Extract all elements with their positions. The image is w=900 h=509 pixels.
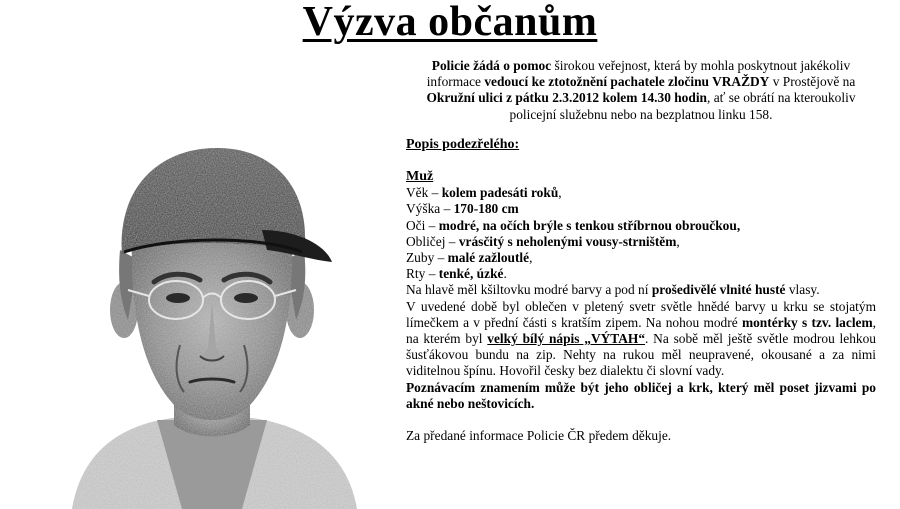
- trait-label: Rty –: [406, 266, 439, 282]
- clothes-inscription: velký bílý nápis „VÝTAH“: [487, 331, 646, 347]
- clothes-text-3: . Na sobě měl ještě světle modrou lehkou šusťákovou bundu na zip. Nehty na rukou měl neupravené, okousané a za nimi viditelnou špínu. Hovořil česky bez dialektu či slovní vady.: [406, 331, 876, 379]
- intro-text-3: , ať se obrátí na kteroukoliv policejní služebnu nebo na bezplatnou linku 158.: [509, 90, 856, 122]
- identifying-marks: [406, 380, 876, 412]
- hat-text-2: vlasy.: [785, 282, 820, 298]
- title-text: Výzva občanům: [302, 0, 598, 45]
- intro-crime: vedoucí ke ztotožnění pachatele zločinu VRAŽDY: [484, 74, 770, 90]
- clothes-text-1: V uvedené době byl oblečen v pletený svetr světle hnědé barvy u krku se stojatým límečkem a v přední části s kratším zipem. Na nohou modré: [406, 298, 876, 330]
- suspect-portrait: [62, 120, 362, 509]
- trait-value: modré, na očích brýle s tenkou stříbrnou obroučkou,: [438, 217, 741, 233]
- trait-label: Věk –: [406, 185, 442, 201]
- intro-text-2: v Prostějově na: [769, 74, 856, 90]
- intro-time-place: Okružní ulici z pátku 2.3.2012 kolem 14.30 hodin: [426, 90, 707, 106]
- trait-suffix: ,: [558, 185, 562, 201]
- trait-label: Obličej –: [406, 233, 459, 249]
- trait-teeth: [406, 250, 876, 266]
- hat-hair: prošedivělé vlnité husté: [651, 282, 786, 298]
- trait-suffix: ,: [529, 250, 533, 266]
- intro-lead: Policie žádá o pomoc: [431, 58, 552, 73]
- trait-value: vrásčitý s neholenými vousy-strništěm: [458, 233, 677, 249]
- appeal-text: [406, 58, 876, 444]
- trait-face: [406, 234, 876, 250]
- intro-text-1: širokou veřejnost, která by mohla poskytnout jakékoliv informace: [426, 58, 851, 90]
- trait-lips: [406, 266, 876, 282]
- trait-suffix: .: [503, 266, 507, 282]
- page-title: [0, 0, 900, 44]
- clothes-text-2: , na kterém byl: [406, 314, 876, 347]
- gender-heading: Muž: [406, 169, 434, 185]
- trait-suffix: ,: [676, 233, 680, 249]
- trait-value: kolem padesáti roků: [441, 185, 559, 201]
- trait-eyes: [406, 218, 876, 234]
- trait-label: Oči –: [406, 217, 439, 233]
- clothes-overalls: montérky s tzv. laclem: [741, 314, 873, 330]
- description-heading: Popis podezřelého:: [406, 136, 520, 152]
- trait-label: Výška –: [406, 201, 454, 217]
- hat-text-1: Na hlavě měl kšiltovku modré barvy a pod ní: [406, 282, 652, 298]
- hat-description: [406, 282, 876, 298]
- trait-value: 170-180 cm: [453, 201, 519, 217]
- marks-text: Poznávacím znamením může být jeho obličej a krk, který měl poset jizvami po akné nebo neštovicích.: [406, 379, 876, 411]
- trait-age: [406, 185, 876, 201]
- trait-label: Zuby –: [406, 250, 448, 266]
- trait-value: malé zažloutlé: [447, 250, 530, 266]
- trait-value: tenké, úzké: [438, 266, 504, 282]
- intro-paragraph: [406, 58, 876, 123]
- clothes-description: [406, 299, 876, 380]
- trait-height: [406, 201, 876, 217]
- thanks-line: Za předané informace Policie ČR předem děkuje.: [406, 428, 672, 444]
